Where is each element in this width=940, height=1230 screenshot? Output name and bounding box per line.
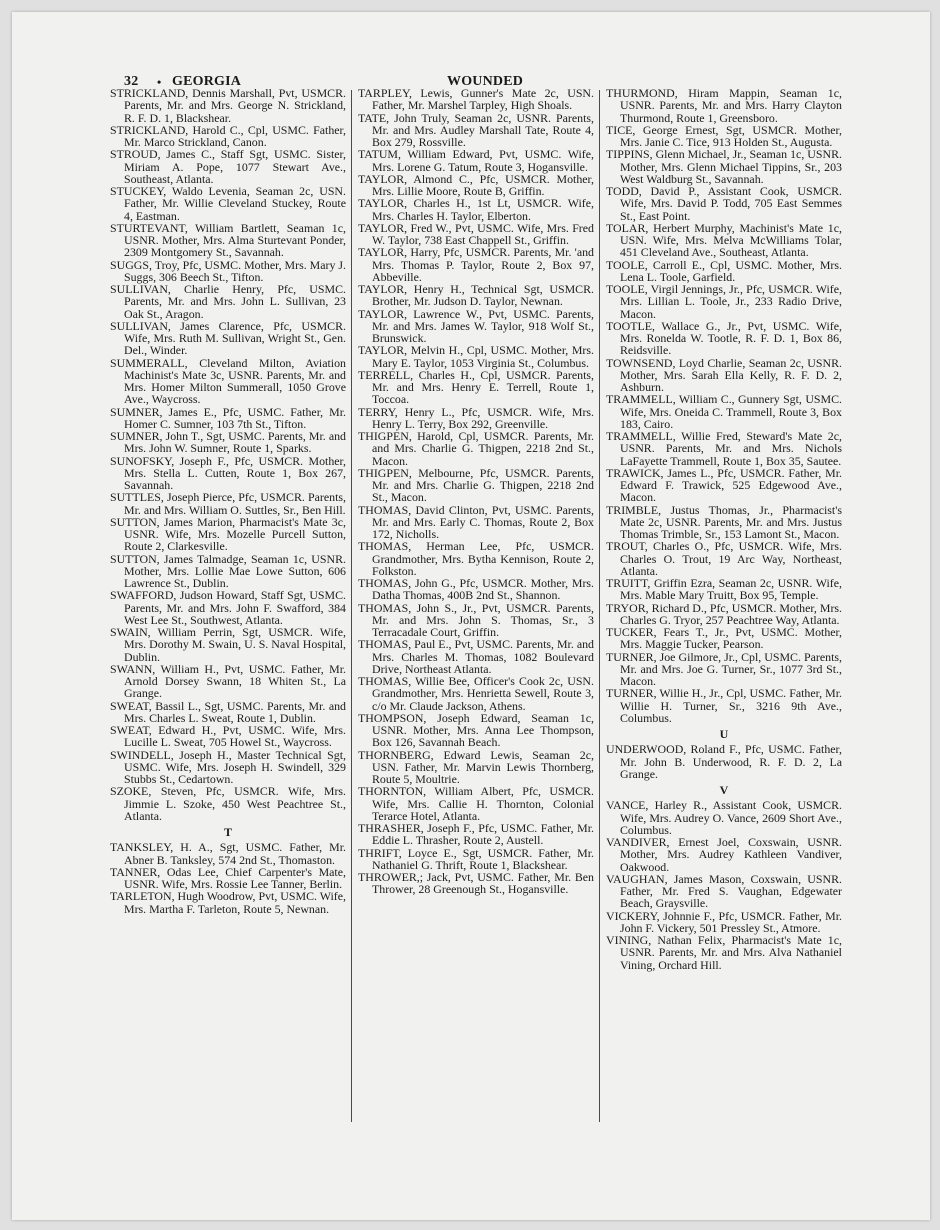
casualty-entry: UNDERWOOD, Roland F., Pfc, USMC. Father, Mr. John B. Underwood, R. F. D. 2, La Grange. — [606, 742, 842, 781]
header-state: GEORGIA — [172, 74, 242, 89]
column-divider — [599, 90, 600, 1122]
casualty-entry: TOLAR, Herbert Murphy, Machinist's Mate 1c, USN. Wife, Mrs. Melva McWilliams Tolar, 451 Cleveland Ave., Southeast, Atlanta. — [606, 220, 842, 260]
casualty-entry: STRICKLAND, Dennis Marshall, Pvt, USMCR. Parents, Mr. and Mrs. George N. Strickland, R. F. D. 1, Blackshear. — [110, 86, 346, 125]
casualty-entry: TOOLE, Virgil Jennings, Jr., Pfc, USMCR. Wife, Mrs. Lillian L. Toole, Jr., 233 Radio Drive, Macon. — [606, 282, 842, 321]
casualty-entry: VICKERY, Johnnie F., Pfc, USMCR. Father, Mr. John F. Vickery, 501 Pressley St., Atmore. — [606, 908, 842, 935]
casualty-entry: THURMOND, Hiram Mappin, Seaman 1c, USNR. Parents, Mr. and Mrs. Harry Clayton Thurmond, Route 1, Greensboro. — [606, 86, 842, 125]
casualty-entry: SUTTLES, Joseph Pierce, Pfc, USMCR. Parents, Mr. and Mrs. William O. Suttles, Sr., Ben Hill. — [110, 490, 346, 517]
casualty-entry: SWEAT, Edward H., Pvt, USMC. Wife, Mrs. Lucille L. Sweat, 705 Howel St., Waycross. — [110, 723, 346, 750]
column-3 — [606, 87, 842, 971]
casualty-entry: TRUITT, Griffin Ezra, Seaman 2c, USNR. Wife, Mrs. Mable Mary Truitt, Box 95, Temple. — [606, 576, 842, 603]
casualty-entry: TAYLOR, Charles H., 1st Lt, USMCR. Wife, Mrs. Charles H. Taylor, Elberton. — [358, 196, 594, 223]
casualty-entry: TRYOR, Richard D., Pfc, USMCR. Mother, Mrs. Charles G. Tryor, 257 Peachtree Way, Atlanta. — [606, 600, 842, 627]
casualty-entry: SUTTON, James Marion, Pharmacist's Mate 3c, USNR. Wife, Mrs. Mozelle Purcell Sutton, Route 2, Clarkesville. — [110, 514, 346, 554]
casualty-entry: VINING, Nathan Felix, Pharmacist's Mate 1c, USNR. Parents, Mr. and Mrs. Alva Nathaniel Vining, Orchard Hill. — [606, 933, 842, 972]
casualty-entry: TANNER, Odas Lee, Chief Carpenter's Mate, USNR. Wife, Mrs. Rossie Lee Tanner, Berlin. — [110, 864, 346, 891]
casualty-entry: SUMMERALL, Cleveland Milton, Aviation Machinist's Mate 3c, USNR. Parents, Mr. and Mrs. Homer Milton Summerall, 1050 Grove Ave., Waycross. — [110, 355, 346, 407]
casualty-entry: TAYLOR, Henry H., Technical Sgt, USMCR. Brother, Mr. Judson D. Taylor, Newnan. — [358, 282, 594, 309]
casualty-entry: TOOLE, Carroll E., Cpl, USMC. Mother, Mrs. Lena L. Toole, Garfield. — [606, 257, 842, 284]
casualty-entry: SWINDELL, Joseph H., Master Technical Sgt, USMC. Wife, Mrs. Joseph H. Swindell, 329 Stubbs St., Cedartown. — [110, 747, 346, 786]
casualty-entry: TODD, David P., Assistant Cook, USMCR. Wife, Mrs. David P. Todd, 705 East Semmes St., East Point. — [606, 184, 842, 223]
casualty-entry: SWEAT, Bassil L., Sgt, USMC. Parents, Mr. and Mrs. Charles L. Sweat, Route 1, Dublin. — [110, 698, 346, 725]
casualty-entry: TURNER, Joe Gilmore, Jr., Cpl, USMC. Parents, Mr. and Mrs. Joe G. Turner, Sr., 1077 3rd St., Macon. — [606, 649, 842, 688]
casualty-entry: SULLIVAN, James Clarence, Pfc, USMCR. Wife, Mrs. Ruth M. Sullivan, Wright St., Gen. Del., Winder. — [110, 318, 346, 358]
casualty-entry: TURNER, Willie H., Jr., Cpl, USMC. Father, Mr. Willie H. Turner, Sr., 3216 9th Ave., Columbus. — [606, 686, 842, 725]
casualty-entry: TAYLOR, Melvin H., Cpl, USMC. Mother, Mrs. Mary E. Taylor, 1053 Virginia St., Columbus. — [358, 343, 594, 370]
casualty-entry: VANCE, Harley R., Assistant Cook, USMCR. Wife, Mrs. Audrey O. Vance, 2609 Short Ave., Columbus. — [606, 798, 842, 837]
casualty-entry: THORNBERG, Edward Lewis, Seaman 2c, USN. Father, Mr. Marvin Lewis Thornberg, Route 5, Moultrie. — [358, 747, 594, 786]
casualty-entry: SUMNER, James E., Pfc, USMC. Father, Mr. Homer C. Sumner, 103 7th St., Tifton. — [110, 404, 346, 431]
section-letter: U — [719, 727, 729, 741]
casualty-entry: SWAFFORD, Judson Howard, Staff Sgt, USMC. Parents, Mr. and Mrs. John F. Swafford, 384 West Lee St., Southwest, Atlanta. — [110, 588, 346, 627]
casualty-entry: THROWER,; Jack, Pvt, USMC. Father, Mr. Ben Thrower, 28 Greenough St., Hogansville. — [358, 870, 594, 897]
casualty-entry: TRAMMELL, William C., Gunnery Sgt, USMC. Wife, Mrs. Oneida C. Trammell, Route 3, Box 183, Cairo. — [606, 392, 842, 431]
casualty-entry: TOWNSEND, Loyd Charlie, Seaman 2c, USNR. Mother, Mrs. Sarah Ella Kelly, R. F. D. 2, Ashburn. — [606, 355, 842, 394]
casualty-entry: TIPPINS, Glenn Michael, Jr., Seaman 1c, USNR. Mother, Mrs. Glenn Michael Tippins, Sr., 203 West Waldburg St., Savannah. — [606, 147, 842, 186]
column-divider — [351, 90, 352, 1122]
casualty-entry: TERRELL, Charles H., Cpl, USMCR. Parents, Mr. and Mrs. Henry E. Terrell, Route 1, Toccoa. — [358, 367, 594, 407]
casualty-entry: THOMAS, Willie Bee, Officer's Cook 2c, USN. Grandmother, Mrs. Henrietta Sewell, Route 3, c/o Mr. Claude Jackson, Athens. — [358, 674, 594, 713]
casualty-entry: TRAMMELL, Willie Fred, Steward's Mate 2c, USNR. Parents, Mr. and Mrs. Nichols LaFayette Trammell, Route 1, Box 35, Sautee. — [606, 429, 842, 468]
casualty-entry: SWANN, William H., Pvt, USMC. Father, Mr. Arnold Dorsey Swann, 18 Whiten St., La Grange. — [110, 661, 346, 701]
casualty-entry: SZOKE, Steven, Pfc, USMCR. Wife, Mrs. Jimmie L. Szoke, 450 West Peachtree St., Atlanta. — [110, 784, 346, 823]
casualty-entry: TAYLOR, Almond C., Pfc, USMCR. Mother, Mrs. Lillie Moore, Route B, Griffin. — [358, 171, 594, 198]
casualty-entry: SUGGS, Troy, Pfc, USMC. Mother, Mrs. Mary J. Suggs, 306 Beech St., Tifton. — [110, 257, 346, 284]
section-letter: V — [719, 783, 729, 797]
casualty-entry: SULLIVAN, Charlie Henry, Pfc, USMC. Parents, Mr. and Mrs. John L. Sullivan, 23 Oak St., Aragon. — [110, 282, 346, 321]
casualty-entry: THOMAS, Herman Lee, Pfc, USMCR. Grandmother, Mrs. Bytha Kennison, Route 2, Folkston. — [358, 539, 594, 578]
page-title: WOUNDED — [447, 74, 524, 89]
casualty-entry: THOMAS, Paul E., Pvt, USMC. Parents, Mr. and Mrs. Charles M. Thomas, 1082 Boulevard Drive, Northeast Atlanta. — [358, 637, 594, 676]
casualty-entry: TOOTLE, Wallace G., Jr., Pvt, USMC. Wife, Mrs. Ronelda W. Tootle, R. F. D. 1, Box 86, Reidsville. — [606, 318, 842, 358]
casualty-entry: TARPLEY, Lewis, Gunner's Mate 2c, USN. Father, Mr. Marshel Tarpley, High Shoals. — [358, 86, 594, 113]
casualty-entry: TARLETON, Hugh Woodrow, Pvt, USMC. Wife, Mrs. Martha F. Tarleton, Route 5, Newnan. — [110, 889, 346, 916]
casualty-entry: SUTTON, James Talmadge, Seaman 1c, USNR. Mother, Mrs. Lollie Mae Lowe Sutton, 606 Lawrence St., Dublin. — [110, 551, 346, 590]
casualty-entry: TUCKER, Fears T., Jr., Pvt, USMC. Mother, Mrs. Maggie Tucker, Pearson. — [606, 625, 842, 652]
casualty-entry: THRIFT, Loyce E., Sgt, USMCR. Father, Mr. Nathaniel G. Thrift, Route 1, Blackshear. — [358, 845, 594, 872]
casualty-entry: TAYLOR, Fred W., Pvt, USMC. Wife, Mrs. Fred W. Taylor, 738 East Chappell St., Griffin. — [358, 220, 594, 247]
header-bullet: • — [157, 75, 162, 89]
casualty-entry: THOMAS, John S., Jr., Pvt, USMCR. Parents, Mr. and Mrs. John S. Thomas, Sr., 3 Terracadale Court, Griffin. — [358, 600, 594, 639]
casualty-entry: THIGPEN, Melbourne, Pfc, USMCR. Parents, Mr. and Mrs. Charlie G. Thigpen, 2218 2nd St., Macon. — [358, 465, 594, 505]
page-number: 32 — [124, 74, 139, 89]
casualty-entry: THIGPEN, Harold, Cpl, USMCR. Parents, Mr. and Mrs. Charlie G. Thigpen, 2218 2nd St., Macon. — [358, 429, 594, 468]
casualty-entry: TANKSLEY, H. A., Sgt, USMC. Father, Mr. Abner B. Tanksley, 574 2nd St., Thomaston. — [110, 840, 346, 867]
casualty-entry: THOMAS, John G., Pfc, USMCR. Mother, Mrs. Datha Thomas, 400B 2nd St., Shannon. — [358, 576, 594, 603]
casualty-entry: SUNOFSKY, Joseph F., Pfc, USMCR. Mother, Mrs. Stella L. Cutten, Route 1, Box 267, Savannah. — [110, 453, 346, 492]
casualty-entry: VAUGHAN, James Mason, Coxswain, USNR. Father, Mr. Fred S. Vaughan, Edgewater Beach, Graysville. — [606, 871, 842, 911]
section-letter: T — [223, 825, 232, 839]
casualty-entry: STUCKEY, Waldo Levenia, Seaman 2c, USN. Father, Mr. Willie Cleveland Stuckey, Route 4, Eastman. — [110, 184, 346, 223]
casualty-entry: THOMPSON, Joseph Edward, Seaman 1c, USNR. Mother, Mrs. Anna Lee Thompson, Box 126, Savannah Beach. — [358, 710, 594, 750]
casualty-entry: VANDIVER, Ernest Joel, Coxswain, USNR. Mother, Mrs. Audrey Kathleen Vandiver, Oakwood. — [606, 835, 842, 874]
casualty-entry: STURTEVANT, William Bartlett, Seaman 1c, USNR. Mother, Mrs. Alma Sturtevant Ponder, 2309 Montgomery St., Savannah. — [110, 220, 346, 260]
casualty-entry: TERRY, Henry L., Pfc, USMCR. Wife, Mrs. Henry L. Terry, Box 292, Greenville. — [358, 404, 594, 431]
casualty-entry: TATE, John Truly, Seaman 2c, USNR. Parents, Mr. and Mrs. Audley Marshall Tate, Route 4, Box 279, Rossville. — [358, 110, 594, 149]
casualty-entry: SWAIN, William Perrin, Sgt, USMCR. Wife, Mrs. Dorothy M. Swain, U. S. Naval Hospital, Dublin. — [110, 625, 346, 664]
casualty-entry: TAYLOR, Harry, Pfc, USMCR. Parents, Mr. 'and Mrs. Thomas P. Taylor, Route 2, Box 97, Abbeville. — [358, 245, 594, 284]
column-2 — [358, 87, 594, 896]
casualty-entry: STRICKLAND, Harold C., Cpl, USMC. Father, Mr. Marco Strickland, Canon. — [110, 122, 346, 149]
casualty-entry: TROUT, Charles O., Pfc, USMCR. Wife, Mrs. Charles O. Trout, 19 Arc Way, Northeast, Atlanta. — [606, 539, 842, 578]
column-1 — [110, 87, 346, 915]
casualty-entry: STROUD, James C., Staff Sgt, USMC. Sister, Miriam A. Pope, 1077 Stewart Ave., Southeast, Atlanta. — [110, 147, 346, 186]
casualty-entry: TRIMBLE, Justus Thomas, Jr., Pharmacist's Mate 2c, USNR. Parents, Mr. and Mrs. Justus Thomas Trimble, Sr., 153 Lamont St., Macon. — [606, 502, 842, 541]
casualty-entry: TRAWICK, James L., Pfc, USMCR. Father, Mr. Edward F. Trawick, 525 Edgewood Ave., Macon. — [606, 465, 842, 505]
casualty-entry: TICE, George Ernest, Sgt, USMCR. Mother, Mrs. Janie C. Tice, 913 Holden St., Augusta. — [606, 122, 842, 149]
casualty-entry: TATUM, William Edward, Pvt, USMC. Wife, Mrs. Lorene G. Tatum, Route 3, Hogansville. — [358, 147, 594, 174]
casualty-entry: SUMNER, John T., Sgt, USMC. Parents, Mr. and Mrs. John W. Sumner, Route 1, Sparks. — [110, 429, 346, 456]
casualty-entry: THRASHER, Joseph F., Pfc, USMC. Father, Mr. Eddie L. Thrasher, Route 2, Austell. — [358, 821, 594, 848]
casualty-entry: THOMAS, David Clinton, Pvt, USMC. Parents, Mr. and Mrs. Early C. Thomas, Route 2, Box 172, Nicholls. — [358, 502, 594, 541]
casualty-entry: THORNTON, William Albert, Pfc, USMCR. Wife, Mrs. Callie H. Thornton, Colonial Terarce Hotel, Atlanta. — [358, 784, 594, 823]
casualty-entry: TAYLOR, Lawrence W., Pvt, USMC. Parents, Mr. and Mrs. James W. Taylor, 918 Wolf St., Brunswick. — [358, 306, 594, 345]
